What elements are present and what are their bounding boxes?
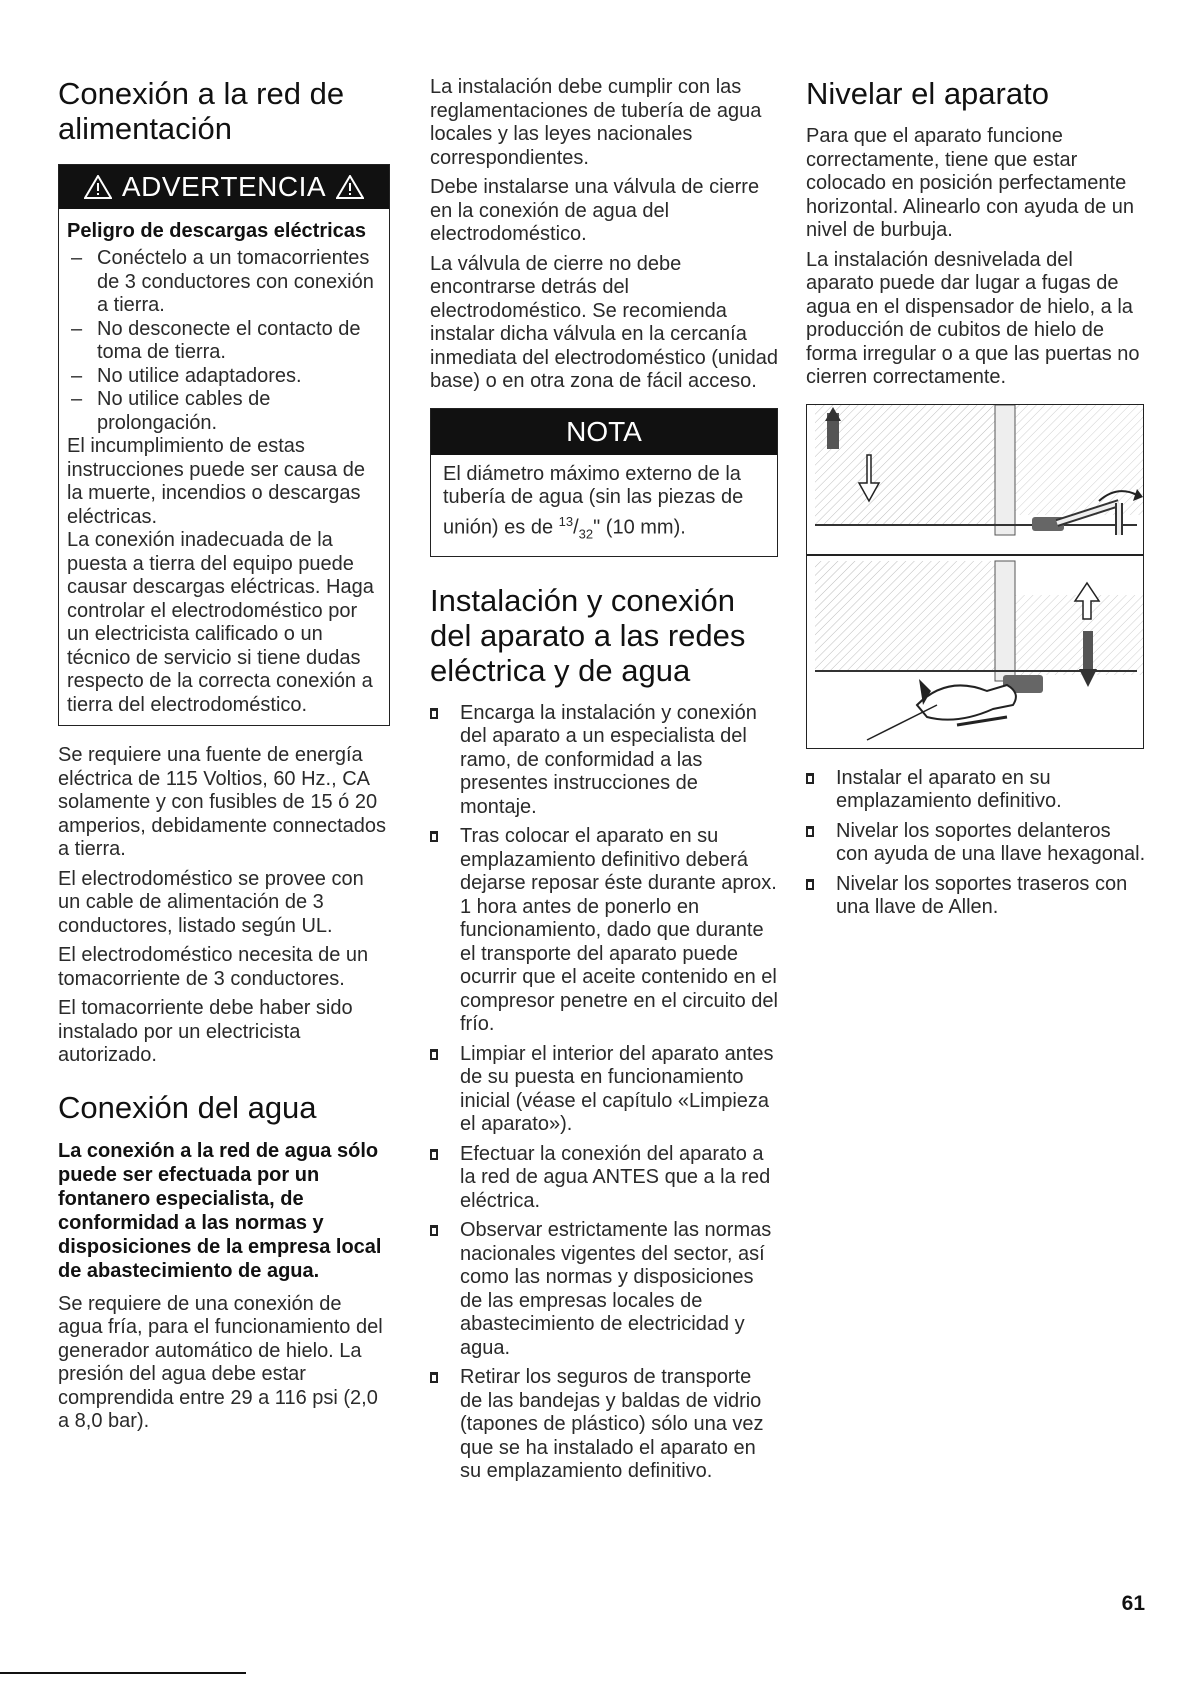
water-paragraph: Se requiere de una conexión de agua fría, para el funcionamiento del generador automático de hielo. La presión del agua debe estar comprendida entre 29 a 116 psi (2,0 a 8,0 bar). xyxy=(58,1292,383,1432)
list-item: Nivelar los soportes delanteros con ayuda de una llave hexagonal. xyxy=(806,820,1146,867)
warning-header xyxy=(59,165,389,209)
checkbox-bullet-icon xyxy=(430,1225,438,1236)
checkbox-bullet-icon xyxy=(806,826,814,837)
list-item: Encarga la instalación y conexión del aparato a un especialista del ramo, de conformidad a las presentes instrucciones de montaje. xyxy=(430,702,778,820)
footer-rule xyxy=(0,1672,246,1674)
list-item: – No utilice cables de prolongación. xyxy=(71,388,271,434)
warning-paragraph: El incumplimiento de estas instrucciones puede ser causa de la muerte, incendios o descargas eléctricas. xyxy=(67,435,365,528)
note-text: El diámetro máximo externo de la tubería de agua (sin las piezas de unión) es de $^{13}/_{32}$" (10 mm). xyxy=(443,462,744,542)
list-item: Tras colocar el aparato en su emplazamiento definitivo deberá dejarse reposar éste durante aprox. 1 hora antes de ponerlo en funcionamiento, dado que durante el transporte del aparato puede ocurrir que el aceite contenido en el compresor penetre en el circuito del frío. xyxy=(430,825,778,1037)
leveling-heading: Nivelar el aparato xyxy=(806,76,1049,111)
water-connection-heading: Conexión del agua xyxy=(58,1089,317,1125)
list-item: Efectuar la conexión del aparato a la red de agua ANTES que a la red eléctrica. xyxy=(430,1143,778,1214)
leveling-list xyxy=(806,767,1146,920)
warning-subtitle: Peligro de descargas eléctricas xyxy=(67,220,367,242)
checkbox-bullet-icon xyxy=(430,1372,438,1383)
body-paragraph: Se requiere una fuente de energía eléctrica de 115 Voltios, 60 Hz., CA solamente y con fusibles de 15 ó 20 amperios, debidamente connectados a tierra. xyxy=(58,744,386,860)
leveling-diagram-image xyxy=(807,405,1143,748)
checkbox-bullet-icon xyxy=(430,1149,438,1160)
body-paragraph: El electrodoméstico se provee con un cable de alimentación de 3 conductores, listado según UL. xyxy=(58,867,364,937)
column-middle xyxy=(430,76,778,1490)
note-header: NOTA xyxy=(431,409,777,455)
warning-body xyxy=(59,209,389,725)
column-left xyxy=(58,76,390,1440)
list-item: – No utilice adaptadores. xyxy=(71,364,302,387)
note-body xyxy=(431,455,777,556)
page-number: 61 xyxy=(1121,1592,1145,1615)
checkbox-bullet-icon xyxy=(430,708,438,719)
leveling-illustration xyxy=(806,404,1144,749)
checkbox-bullet-icon xyxy=(806,773,814,784)
list-item: – No desconecte el contacto de toma de tierra. xyxy=(71,317,361,363)
body-paragraph: El tomacorriente debe haber sido instalado por un electricista autorizado. xyxy=(58,997,353,1066)
installation-list xyxy=(430,702,778,1484)
body-paragraph: El electrodoméstico necesita de un tomacorriente de 3 conductores. xyxy=(58,944,369,990)
checkbox-bullet-icon xyxy=(430,1049,438,1060)
list-item: Limpiar el interior del aparato antes de su puesta en funcionamiento inicial (véase el capítulo «Limpieza el aparato»). xyxy=(430,1043,778,1137)
list-item: Retirar los seguros de transporte de las bandejas y baldas de vidrio (tapones de plástico) sólo una vez que se ha instalado el aparato en su emplazamiento definitivo. xyxy=(430,1366,778,1484)
power-connection-heading: Conexión a la red de alimentación xyxy=(58,76,345,146)
warning-label: ADVERTENCIA xyxy=(121,171,327,202)
body-paragraph: La válvula de cierre no debe encontrarse detrás del electrodoméstico. Se recomienda instalar dicha válvula en la cercanía inmediata del electrodoméstico (unidad base) o en otra zona de fácil acceso. xyxy=(430,252,778,392)
warning-triangle-icon xyxy=(336,175,364,199)
note-box xyxy=(430,408,778,557)
warning-list xyxy=(67,247,381,435)
water-intro-bold: La conexión a la red de agua sólo puede ser efectuada por un fontanero especialista, de conformidad a las normas y disposiciones de la empresa local de abastecimiento de agua. xyxy=(58,1139,382,1282)
body-paragraph: La instalación desnivelada del aparato puede dar lugar a fugas de agua en el dispensador de hielo, a la producción de cubitos de hielo de forma irregular o a que las puertas no cierren correctamente. xyxy=(806,248,1140,388)
list-item: – Conéctelo a un tomacorrientes de 3 conductores con conexión a tierra. xyxy=(71,247,374,316)
body-paragraph: La instalación debe cumplir con las reglamentaciones de tubería de agua locales y las leyes nacionales correspondientes. xyxy=(430,76,762,169)
list-item: Instalar el aparato en su emplazamiento definitivo. xyxy=(806,767,1146,814)
warning-box xyxy=(58,164,390,726)
warning-triangle-icon xyxy=(84,175,112,199)
body-paragraph: Para que el aparato funcione correctamente, tiene que estar colocado en posición perfectamente horizontal. Alinearlo con ayuda de un nivel de burbuja. xyxy=(806,125,1135,241)
checkbox-bullet-icon xyxy=(806,879,814,890)
body-paragraph: Debe instalarse una válvula de cierre en la conexión de agua del electrodoméstico. xyxy=(430,176,760,245)
checkbox-bullet-icon xyxy=(430,831,438,842)
list-item: Nivelar los soportes traseros con una llave de Allen. xyxy=(806,873,1146,920)
list-item: Observar estrictamente las normas nacionales vigentes del sector, así como las normas y disposiciones de las empresas locales de abastecimiento de electricidad y agua. xyxy=(430,1219,778,1360)
installation-heading: Instalación y conexión del aparato a las redes eléctrica y de agua xyxy=(430,582,746,688)
warning-paragraph: La conexión inadecuada de la puesta a tierra del equipo puede causar descargas eléctricas. Haga controlar el electrodoméstico por un electricista calificado o un técnico de servicio si tiene dudas respecto de la correcta conexión a tierra del electrodoméstico. xyxy=(67,529,374,716)
column-right xyxy=(806,76,1146,926)
